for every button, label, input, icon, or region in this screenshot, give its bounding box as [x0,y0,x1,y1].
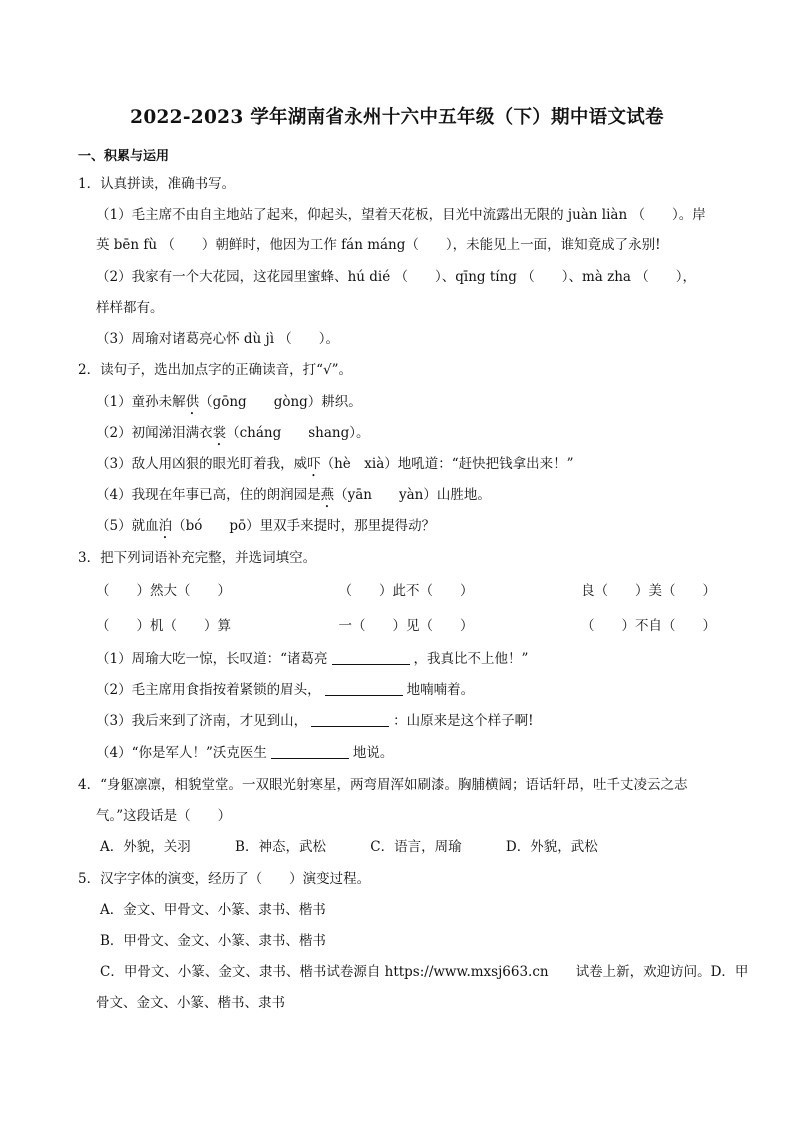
q4-stem-line1: 4．“身躯凛凛，相貌堂堂。一双眼光射寒星，两弯眉浑如刷漆。胸脯横阔；语话轩昂，吐千丈凌云之志 [78,777,688,793]
q5-option-b[interactable]: B．甲骨文、金文、小篆、隶书、楷书 [100,933,326,949]
option-c[interactable]: C．语言，周瑜 [370,839,462,855]
exam-title: 2022-2023 学年湖南省永州十六中五年级（下）期中语文试卷 [130,107,664,128]
q1-s2-line1: （2）我家有一个大花园，这花园里蜜蜂、hú dié （ ）、qīng tíng （ ）、mà zha （ ）， [96,269,697,285]
q5-option-c-line1[interactable]: C．甲骨文、小篆、金文、隶书、楷书试卷源自 https://www.mxsj663.cn 试卷上新，欢迎访问。D．甲 [100,964,749,980]
q5-stem: 5．汉字字体的演变，经历了（ ）演变过程。 [78,871,371,887]
dotted-char: 泊 [158,518,173,534]
option-b[interactable]: B．神态，武松 [235,839,326,855]
q1-s1-line2: 英 bēn fù （ ）朝鲜时，他因为工作 fán máng（ ），未能见上一面，谁知竟成了永别! [96,237,661,253]
q1-s3: （3）周瑜对诸葛亮心怀 dù jì （ ）。 [96,331,340,347]
dotted-char: 供 [185,394,200,410]
q2-s3: （3）敌人用凶狠的眼光盯着我，威吓（hè xià）地吼道：“赶快把钱拿出来！” [96,456,574,472]
option-d[interactable]: D．外貌，武松 [505,839,598,855]
q4-stem-line2: 气。”这段话是（ ） [96,808,232,824]
word-item: （ ）然大（ ） [96,583,231,599]
q3-word-row-1 [96,582,716,600]
fill-blank[interactable] [271,744,349,759]
q1-s1-line1: （1）毛主席不由自主地站了起来，仰起头，望着天花板，目光中流露出无限的 juàn liàn （ ）。岸 [96,207,706,223]
q3-s1: （1）周瑜大吃一惊，长叹道：“诸葛亮 ，我真比不上他！” [96,651,529,667]
q2-s4: （4）我现在年事已高，住的朗润园是燕（yān yàn）山胜地。 [96,487,491,503]
word-item: 良（ ）美（ ） [581,583,716,599]
word-item: （ ）机（ ）算 [96,618,231,634]
q3-s4: （4）“你是军人！”沃克医生 地说。 [96,745,394,761]
dotted-char: 吓 [307,456,321,472]
fill-blank[interactable] [325,681,403,696]
word-item: （ ）此不（ ） [338,583,474,599]
q1-stem: 1．认真拼读，准确书写。 [78,176,236,192]
q2-s5: （5）就血泊（bó pō）里双手来提时，那里提得动？ [96,518,436,534]
word-item: （ ）不自（ ） [581,618,716,634]
section-heading: 一、积累与运用 [78,149,170,164]
q2-s1: （1）童孙未解供（gōng gòng）耕织。 [96,394,362,410]
q2-stem: 2．读句子，选出加点字的正确读音，打“√”。 [78,362,352,378]
q3-s3: （3）我后来到了济南，才见到山， ：山原来是这个样子啊! [96,713,534,729]
q5-option-a[interactable]: A．金文、甲骨文、小篆、隶书、楷书 [100,902,326,918]
fill-blank[interactable] [332,650,410,665]
q4-options [100,838,598,856]
option-a[interactable]: A．外貌，关羽 [100,839,191,855]
dotted-char: 裳 [212,425,227,441]
q3-word-row-2 [96,617,716,635]
q5-option-c-line2[interactable]: 骨文、金文、小篆、楷书、隶书 [96,995,285,1011]
dotted-char: 燕 [320,487,335,503]
q1-s2-line2: 样样都有。 [96,300,164,316]
fill-blank[interactable] [311,712,389,727]
word-item: 一（ ）见（ ） [338,618,474,634]
q3-s2: （2）毛主席用食指按着紧锁的眉头， 地喃喃着。 [96,682,475,698]
q3-stem: 3．把下列词语补充完整，并选词填空。 [78,550,317,566]
q2-s2: （2）初闻涕泪满衣裳（cháng shang）。 [96,425,370,441]
